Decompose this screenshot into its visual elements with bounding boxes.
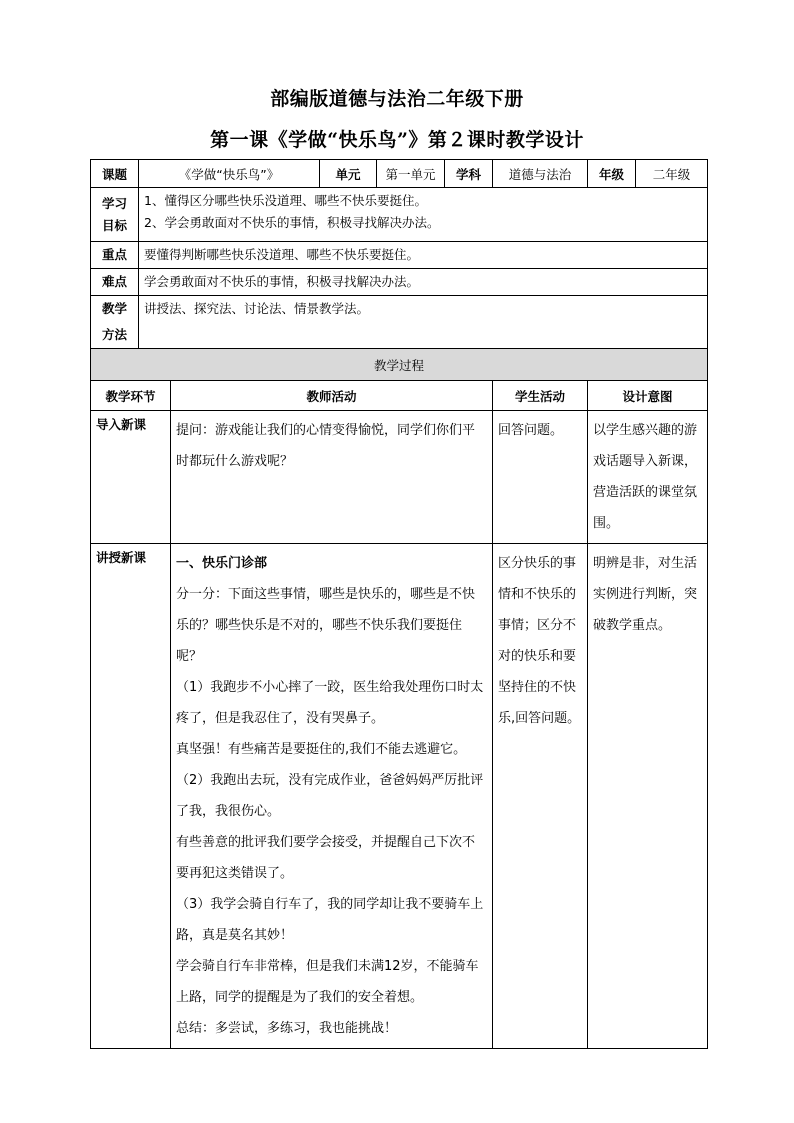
header-intent: 设计意图: [588, 381, 708, 411]
grade-label: 年级: [588, 160, 636, 188]
objectives-label-line2: 目标: [101, 217, 127, 233]
method-label-line2: 方法: [101, 327, 127, 342]
key-point-row: [91, 242, 708, 269]
student-text: 区分快乐的事情和不快乐的事情；区分不对的快乐和要坚持住的不快乐,回答问题。: [498, 556, 581, 726]
teacher-text: （3）我学会骑自行车了，我的同学却让我不要骑车上路，真是莫名其妙！: [176, 897, 484, 943]
design-intent-intro: [588, 411, 708, 544]
difficulty-row: [91, 269, 708, 296]
lesson-title: 第一课《学做“快乐鸟”》第２课时教学设计: [210, 129, 584, 151]
design-intent-new-lesson: [588, 544, 708, 1049]
process-title: 教学过程: [91, 349, 708, 381]
stage-intro: 导入新课: [91, 411, 171, 544]
table-row: [91, 544, 708, 1049]
teacher-text: 有些善意的批评我们要学会接受，并提醒自己下次不要再犯这类错误了。: [176, 835, 476, 881]
teacher-text: （1）我跑步不小心摔了一跤，医生给我处理伤口时太疼了，但是我忍住了，没有哭鼻子。: [176, 680, 484, 726]
info-row: [91, 160, 708, 188]
subject-value: 道德与法治: [493, 160, 588, 188]
key-point-label: 重点: [91, 242, 139, 269]
student-activity-intro: [493, 411, 588, 544]
process-title-row: [91, 349, 708, 381]
unit-value: 第一单元: [377, 160, 445, 188]
difficulty-label: 难点: [91, 269, 139, 296]
teacher-activity-intro: [171, 411, 493, 544]
header-student: 学生活动: [493, 381, 588, 411]
teacher-text: 分一分：下面这些事情，哪些是快乐的，哪些是不快乐的？哪些快乐是不对的，哪些不快乐我们要挺住呢？: [176, 587, 476, 664]
teacher-text: （2）我跑出去玩，没有完成作业，爸爸妈妈严厉批评了我，我很伤心。: [176, 773, 484, 819]
section-heading: 一、快乐门诊部: [176, 556, 268, 571]
teacher-text: 真坚强！有些痛苦是要挺住的,我们不能去逃避它。: [176, 742, 467, 757]
method-label: [91, 296, 139, 349]
objective-item-2: 2、学会勇敢面对不快乐的事情，积极寻找解决办法。: [144, 215, 440, 230]
stage-new-lesson: 讲授新课: [91, 544, 171, 1049]
subject-label: 学科: [445, 160, 493, 188]
method-text: 讲授法、探究法、讨论法、情景教学法。: [139, 296, 708, 349]
header-teacher: 教师活动: [171, 381, 493, 411]
topic-value: 《学做“快乐鸟”》: [139, 160, 320, 188]
objectives-row: [91, 188, 708, 242]
method-row: [91, 296, 708, 349]
topic-label: 课题: [91, 160, 139, 188]
teacher-text: 学会骑自行车非常棒，但是我们未满12岁，不能骑车上路，同学的提醒是为了我们的安全着想。: [176, 959, 479, 1005]
intent-text: 明辨是非，对生活实例进行判断，突破教学重点。: [593, 556, 698, 633]
document-title: 部编版道德与法治二年级下册: [270, 88, 524, 110]
objectives-label: [91, 188, 139, 242]
student-activity-new-lesson: [493, 544, 588, 1049]
objectives-label-line1: 学习: [101, 195, 127, 211]
process-header-row: [91, 381, 708, 411]
teacher-text: 提问：游戏能让我们的心情变得愉悦，同学们你们平时都玩什么游戏呢？: [176, 423, 476, 469]
grade-value: 二年级: [636, 160, 708, 188]
student-text: 回答问题。: [498, 423, 564, 438]
header-stage: 教学环节: [91, 381, 171, 411]
unit-label: 单元: [320, 160, 377, 188]
intent-text: 以学生感兴趣的游戏话题导入新课，营造活跃的课堂氛围。: [593, 423, 698, 531]
method-label-line1: 教学: [101, 301, 127, 316]
teacher-text: 总结：多尝试，多练习，我也能挑战！: [176, 1021, 398, 1036]
difficulty-text: 学会勇敢面对不快乐的事情，积极寻找解决办法。: [139, 269, 708, 296]
key-point-text: 要懂得判断哪些快乐没道理、哪些不快乐要挺住。: [139, 242, 708, 269]
teacher-activity-new-lesson: [171, 544, 493, 1049]
objective-item-1: 1、懂得区分哪些快乐没道理、哪些不快乐要挺住。: [144, 193, 427, 208]
lesson-plan-table: [90, 159, 708, 1049]
table-row: [91, 411, 708, 544]
objectives-text: [139, 188, 708, 242]
